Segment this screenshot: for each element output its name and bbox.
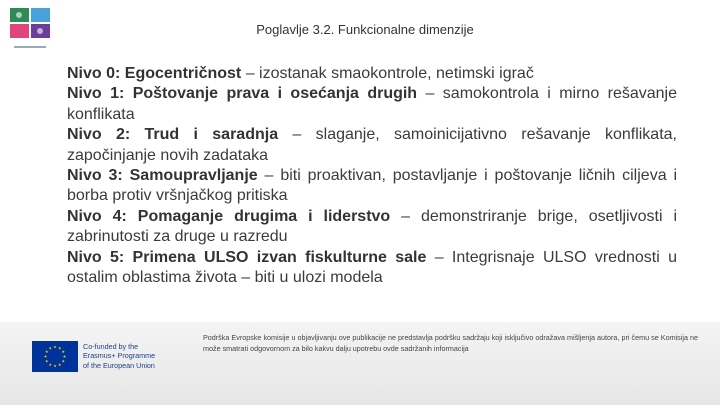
level-title: Nivo 4: Pomaganje drugima i liderstvo: [67, 207, 391, 225]
level-description: – izostanak smaokontrole, netimski igrač: [241, 65, 534, 82]
eu-line: of the European Union: [83, 360, 155, 370]
level-description: – biti proaktivan, postavljanje i poštovanje ličnih ciljeva i borba protiv vršnjačkog pritiska: [67, 167, 678, 205]
eu-line: Erasmus+ Programme: [83, 351, 156, 361]
level-title: Nivo 1: Poštovanje prava i osećanja drugih: [67, 85, 418, 103]
level-description: – demonstriranje brige, osetljivosti i zabrinutosti za druge u razredu: [67, 207, 677, 246]
eu-cofunding-text: [83, 342, 155, 370]
level-title: Nivo 0: Egocentričnost: [67, 65, 242, 82]
disclaimer-text: Podrška Evropske komisije u objavljivanju ove publikacije ne predstavlja podršku sadržaju koji isključivo odražava mišljenja autora, pri čemu se Komisija ne može smatrati odgovornom za bilo kakvu dalju upotrebu ovde sadržanih informacija: [203, 333, 698, 353]
level-item: [67, 64, 677, 84]
level-item: [67, 207, 677, 248]
level-title: Nivo 3: Samoupravljanje: [67, 167, 258, 185]
eu-flag-icon: [32, 341, 78, 372]
level-description: – Integrisnaje ULSO vrednosti u ostalim oblastima života – biti u ulozi modela: [67, 248, 677, 287]
eu-line: Co-funded by the: [83, 341, 139, 351]
page-title: Poglavlje 3.2. Funkcionalne dimenzije: [256, 22, 474, 37]
eu-cofunding-badge: [32, 336, 192, 376]
level-title: Nivo 5: Primena ULSO izvan fiskulturne sale: [67, 248, 427, 266]
level-item: [67, 84, 677, 125]
level-description: – samokontrola i mirno rešavanje konflikata: [67, 85, 678, 123]
level-title: Nivo 2: Trud i saradnja: [67, 126, 279, 144]
level-item: [67, 166, 677, 207]
levels-list: [67, 64, 677, 288]
level-item: [67, 248, 677, 289]
level-description: – slaganje, samoinicijativno rešavanje konflikata, započinjanje novih zadataka: [67, 126, 677, 164]
level-item: [67, 125, 677, 166]
